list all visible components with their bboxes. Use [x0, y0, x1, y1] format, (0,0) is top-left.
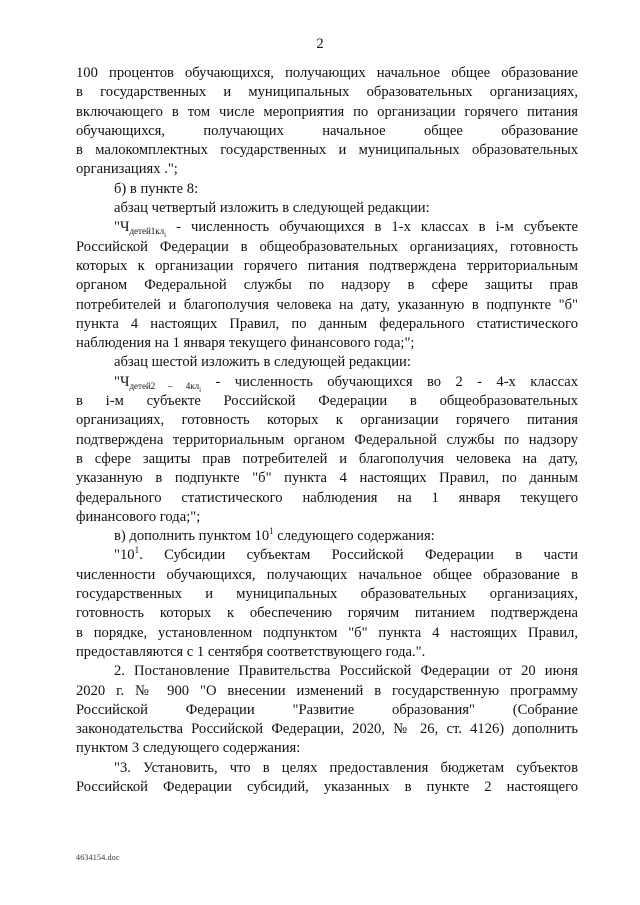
document-file-code: 4634154.doc — [76, 853, 120, 862]
text-fragment: . Субсидии субъектам Российской Федерации в части — [139, 547, 578, 564]
formula-subscript: детей1кл — [129, 226, 165, 237]
text-line: обучающихся, получающих начальное общее образование — [76, 122, 578, 139]
text-line: в государственных и муниципальных образовательных организациях, — [76, 84, 578, 101]
text-line — [76, 546, 578, 565]
text-line: Российской Федерации субсидий, указанных в пункте 2 настоящего — [76, 778, 578, 795]
formula-line — [76, 373, 578, 392]
formula-text: - численность обучающихся в 1-х классах в i-м субъекте — [166, 219, 578, 236]
superscript: 1 — [134, 546, 140, 556]
text-line: 2. Постановление Правительства Российской Федерации от 20 июня — [114, 663, 578, 680]
formula-symbol: Ч — [119, 373, 130, 390]
formula-index: i — [164, 231, 167, 238]
text-line: Российской Федерации "Развитие образования" (Собрание — [76, 701, 578, 718]
text-line: Российской Федерации в общеобразовательных организациях, готовность — [76, 238, 578, 255]
formula-symbol: Ч — [119, 219, 130, 236]
formula-subscript: детей2 – 4кл — [129, 380, 200, 391]
text-line: потребителей и благополучия человека на дату, указанную в подпункте "б" — [76, 296, 578, 313]
text-line: абзац шестой изложить в следующей редакции: — [114, 354, 411, 371]
text-fragment: в) дополнить пунктом 10 — [114, 528, 270, 545]
text-line: указанную в подпункте "б" пункта 4 настоящих Правил, по данным — [76, 470, 578, 487]
text-line: пунктом 3 следующего содержания: — [76, 740, 301, 757]
text-fragment: "10 — [114, 547, 135, 564]
text-line: в i-м субъекте Российской Федерации в общеобразовательных — [76, 393, 578, 410]
text-line: пункта 4 настоящих Правил, по данным федерального статистического — [76, 315, 578, 332]
formula-text: - численность обучающихся во 2 - 4-х классах — [201, 373, 578, 390]
document-body — [76, 64, 578, 797]
text-line: численности обучающихся, получающих начальное общее образование в — [76, 566, 578, 583]
text-line: которых к организации горячего питания подтверждена территориальным — [76, 257, 578, 274]
superscript: 1 — [269, 527, 274, 537]
text-line: организациях, готовность которых к организации горячего питания — [76, 412, 578, 429]
text-fragment: следующего содержания: — [273, 528, 435, 545]
page-number: 2 — [316, 36, 324, 52]
text-line: абзац четвертый изложить в следующей редакции: — [114, 200, 430, 217]
text-line: готовность которых к обеспечению горячим питанием подтверждена — [76, 605, 578, 622]
text-line: 2020 г. № 900 "О внесении изменений в государственную программу — [76, 682, 578, 699]
text-line: подтверждена территориальным органом Федеральной службы по надзору — [76, 431, 578, 448]
text-line: включающего в том числе мероприятия по организации горячего питания — [76, 103, 578, 120]
text-line: в малокомплектных государственных и муниципальных образовательных — [76, 142, 578, 159]
formula-index: i — [199, 385, 202, 393]
text-line — [76, 527, 578, 546]
text-line: наблюдения на 1 января текущего финансового года;"; — [76, 335, 415, 352]
quote-mark: " — [114, 373, 120, 390]
text-line: государственных и муниципальных образовательных организациях, — [76, 586, 578, 603]
text-line: органом Федеральной службы по надзору в сфере защиты прав — [76, 277, 578, 294]
text-line: законодательства Российской Федерации, 2020, № 26, ст. 4126) дополнить — [76, 721, 578, 738]
text-line: федерального статистического наблюдения на 1 января текущего — [76, 489, 578, 506]
text-line: организациях ."; — [76, 161, 178, 178]
formula-line — [76, 218, 578, 237]
text-line: в порядке, установленном подпунктом "б" пункта 4 настоящих Правил, — [76, 624, 578, 641]
text-line: финансового года;"; — [76, 508, 201, 525]
text-line: предоставляются с 1 сентября соответствующего года.". — [76, 643, 426, 660]
text-line: б) в пункте 8: — [114, 180, 199, 197]
quote-mark: " — [114, 219, 120, 236]
text-line: в сфере защиты прав потребителей и благополучия человека на дату, — [76, 450, 578, 467]
text-line: "3. Установить, что в целях предоставления бюджетам субъектов — [114, 759, 578, 776]
text-line: 100 процентов обучающихся, получающих начальное общее образование — [76, 65, 578, 81]
